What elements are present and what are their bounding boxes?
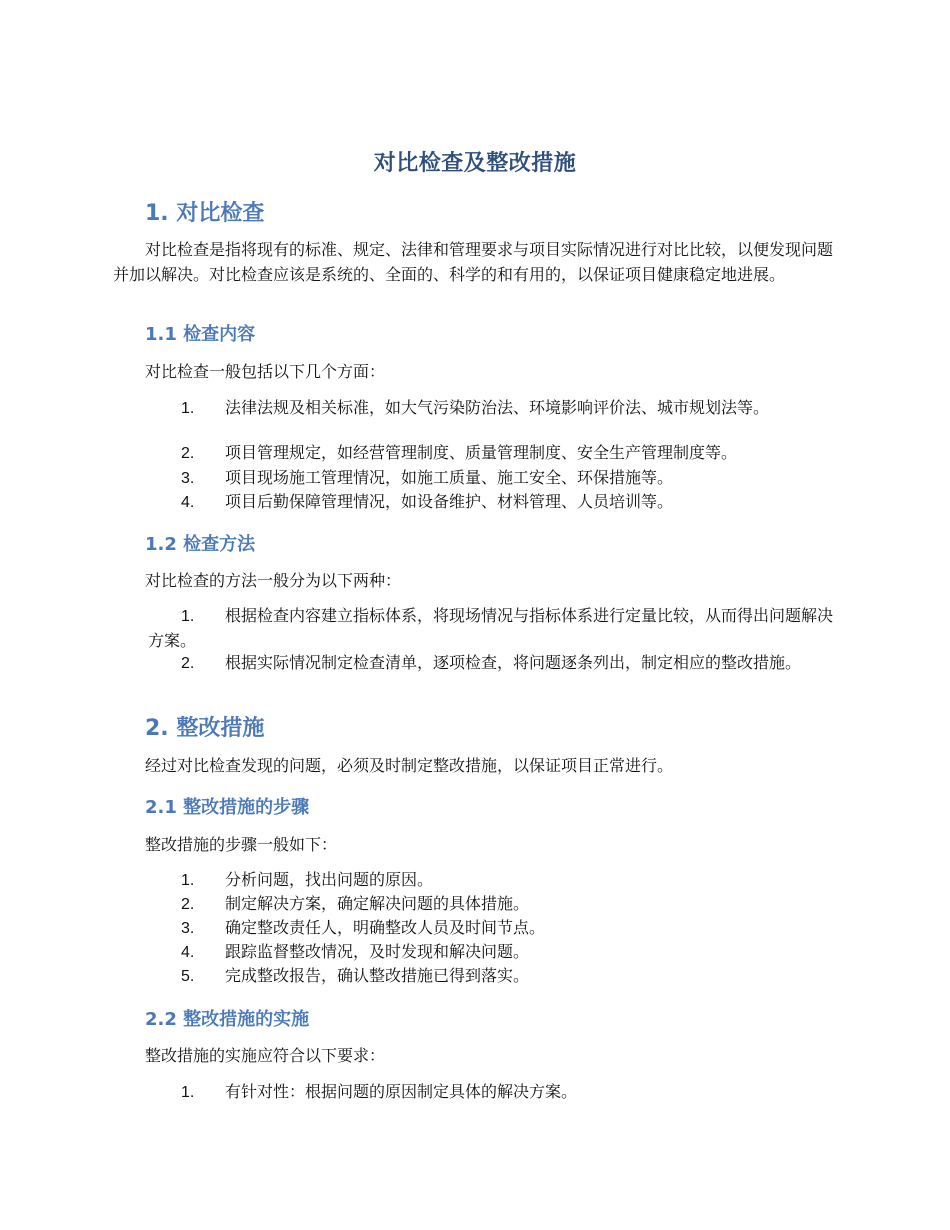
- subsection-lead: 对比检查的方法一般分为以下两种：: [145, 571, 402, 590]
- list-number: 4.: [181, 494, 195, 511]
- list-number: 4.: [181, 944, 195, 961]
- list-item: [148, 940, 843, 965]
- list-text: 确定整改责任人，明确整改人员及时间节点。: [225, 918, 546, 937]
- list-item: [148, 1080, 843, 1105]
- list-number: 1.: [181, 400, 195, 417]
- document-title: 对比检查及整改措施: [373, 151, 577, 176]
- list-text: 根据实际情况制定检查清单，逐项检查，将问题逐条列出，制定相应的整改措施。: [225, 653, 802, 672]
- subsection-heading: 2.2 整改措施的实施: [145, 1009, 310, 1030]
- list-number: 2.: [181, 445, 195, 462]
- list-text: 项目现场施工管理情况，如施工质量、施工安全、环保措施等。: [225, 468, 674, 487]
- list-item: [148, 396, 843, 421]
- section-heading: 1. 对比检查: [145, 201, 265, 226]
- list-number: 5.: [181, 968, 195, 985]
- list-number: 2.: [181, 896, 195, 913]
- list-item: [148, 466, 843, 491]
- subsection-heading: 1.2 检查方法: [145, 534, 256, 555]
- list-item: [148, 441, 843, 466]
- list-text: 制定解决方案，确定解决问题的具体措施。: [225, 894, 530, 913]
- subsection-lead: 对比检查一般包括以下几个方面：: [145, 362, 386, 381]
- subsection-heading: 1.1 检查内容: [145, 324, 256, 345]
- list-number: 3.: [181, 470, 195, 487]
- section-intro: 经过对比检查发现的问题，必须及时制定整改措施，以保证项目正常进行。: [145, 756, 674, 775]
- list-text: 法律法规及相关标准，如大气污染防治法、环境影响评价法、城市规划法等。: [225, 398, 770, 417]
- list-item: [148, 490, 843, 515]
- list-text: 分析问题，找出问题的原因。: [225, 870, 434, 889]
- subsection-lead: 整改措施的实施应符合以下要求：: [145, 1046, 386, 1065]
- list-item: [148, 651, 843, 676]
- list-text: 有针对性：根据问题的原因制定具体的解决方案。: [225, 1082, 578, 1101]
- list-item: [148, 604, 843, 653]
- list-text: 项目后勤保障管理情况，如设备维护、材料管理、人员培训等。: [225, 492, 674, 511]
- subsection-lead: 整改措施的步骤一般如下：: [145, 835, 338, 854]
- list-item: [148, 892, 843, 917]
- list-item: [148, 964, 843, 989]
- list-text: 项目管理规定，如经营管理制度、质量管理制度、安全生产管理制度等。: [225, 443, 738, 462]
- list-number: 1.: [181, 1084, 195, 1101]
- subsection-heading: 2.1 整改措施的步骤: [145, 797, 310, 818]
- section-intro: 对比检查是指将现有的标准、规定、法律和管理要求与项目实际情况进行对比比较，以便发现问题并加以解决。对比检查应该是系统的、全面的、科学的和有用的，以保证项目健康稳定地进展。: [113, 240, 834, 284]
- list-text: 跟踪监督整改情况，及时发现和解决问题。: [225, 942, 530, 961]
- list-text: 完成整改报告，确认整改措施已得到落实。: [225, 966, 530, 985]
- list-number: 1.: [181, 872, 195, 889]
- list-text: 根据检查内容建立指标体系，将现场情况与指标体系进行定量比较，从而得出问题解决方案。: [148, 606, 834, 650]
- list-number: 1.: [181, 608, 195, 625]
- section-heading: 2. 整改措施: [145, 716, 265, 741]
- list-item: [148, 916, 843, 941]
- list-item: [148, 868, 843, 893]
- list-number: 2.: [181, 655, 195, 672]
- list-number: 3.: [181, 920, 195, 937]
